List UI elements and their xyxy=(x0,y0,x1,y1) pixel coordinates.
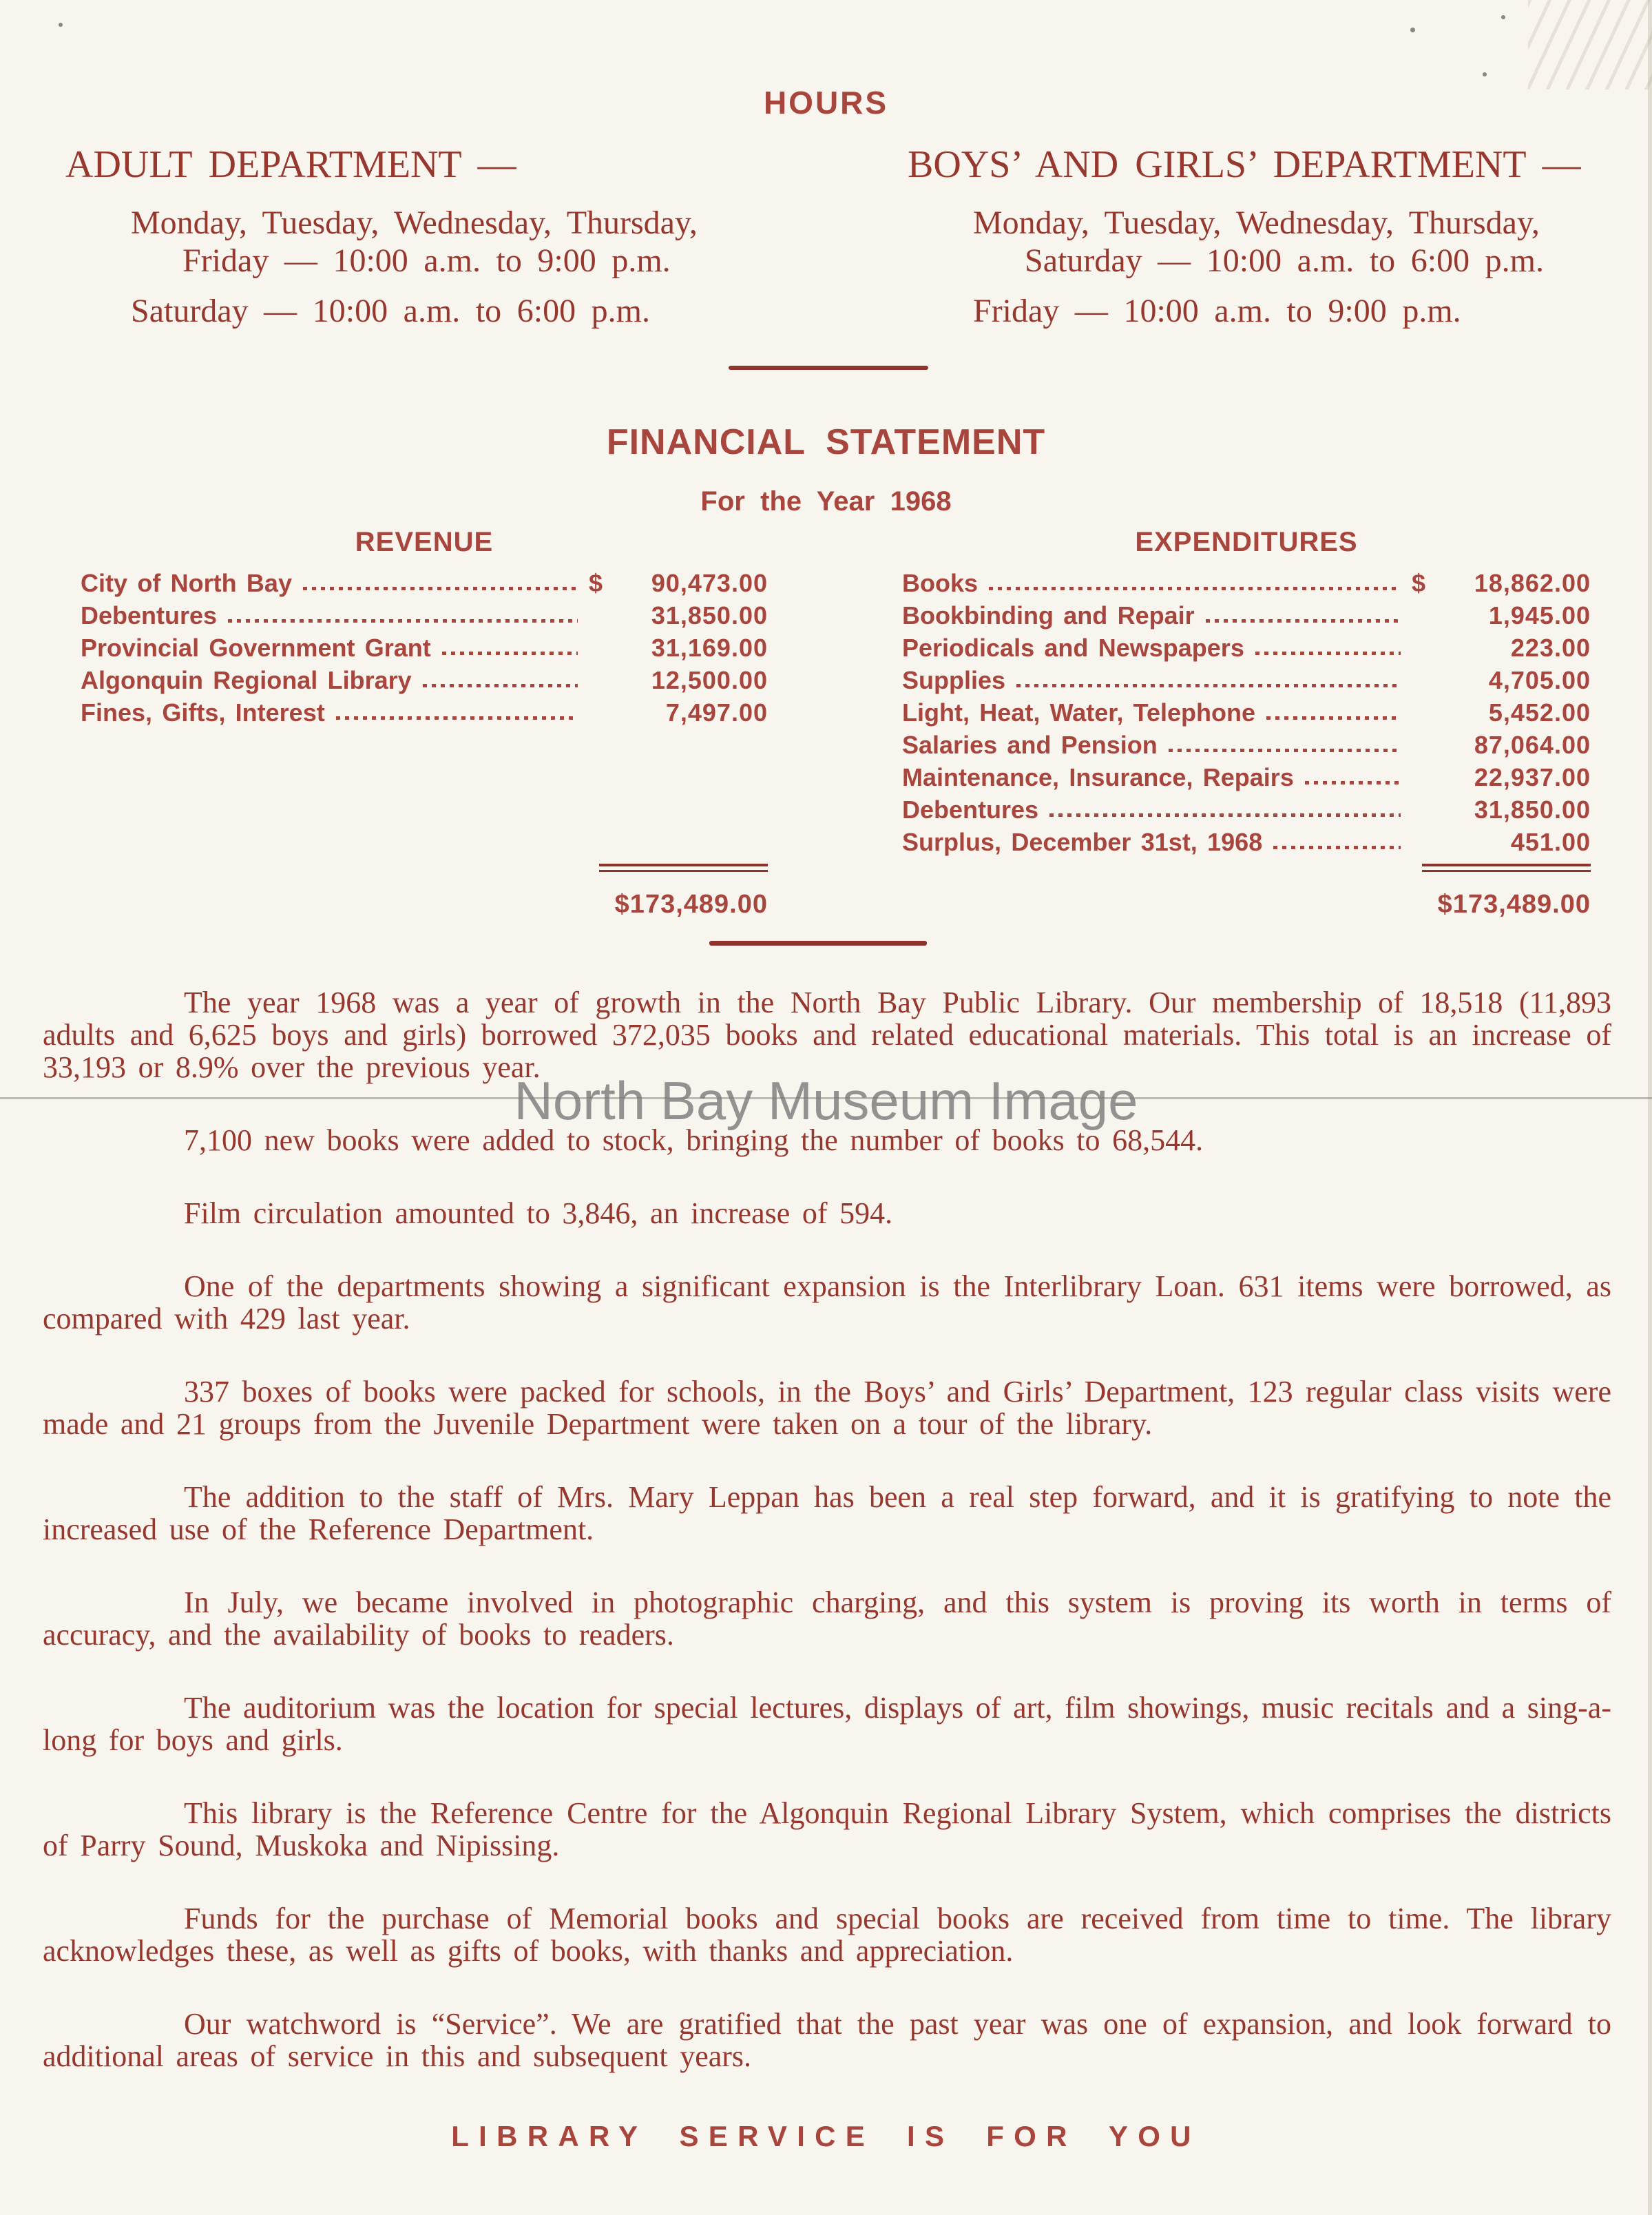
report-paragraph: Funds for the purchase of Memorial books and special books are received from time to time. The library acknowledges these, as well as gifts of books, with thanks and appreciation. xyxy=(43,1902,1611,1968)
row-label: Debentures xyxy=(902,795,1039,824)
total-rule xyxy=(1422,864,1591,872)
row-label: Fines, Gifts, Interest xyxy=(81,698,325,727)
row-amount: 5,452.00 xyxy=(1488,698,1591,727)
adult-department-heading: ADULT DEPARTMENT — xyxy=(65,143,516,186)
dotted-leader xyxy=(1273,846,1401,849)
expenditures-table xyxy=(902,525,1591,919)
revenue-table xyxy=(81,525,768,919)
financial-statement-subtitle: For the Year 1968 xyxy=(700,486,952,517)
currency-symbol: $ xyxy=(1412,569,1426,597)
row-amount: 4,705.00 xyxy=(1488,666,1591,694)
hours-line: Friday — 10:00 a.m. to 9:00 p.m. xyxy=(973,293,1461,329)
row-amount: 18,862.00 xyxy=(1474,569,1591,597)
financial-tables xyxy=(81,525,1591,919)
row-amount: 7,497.00 xyxy=(665,698,768,727)
scan-artifact xyxy=(1501,15,1505,19)
scan-artifact xyxy=(1528,0,1652,90)
expenditures-rows xyxy=(902,566,1591,858)
table-row xyxy=(81,599,768,631)
dotted-leader xyxy=(1305,781,1401,784)
dotted-leader xyxy=(1049,813,1401,817)
row-amount: 22,937.00 xyxy=(1474,763,1591,791)
dotted-leader xyxy=(336,716,578,720)
report-paragraph: The auditorium was the location for special lectures, displays of art, film showings, music recitals and a sing-a-long for boys and girls. xyxy=(43,1691,1611,1757)
report-paragraph: The year 1968 was a year of growth in the North Bay Public Library. Our membership of 18,518 (11,893 adults and 6,625 boys and girls) borrowed 372,035 books and related educational materials. This total is an increase of 33,193 or 8.9% over the previous year. xyxy=(43,986,1611,1084)
row-amount: 223.00 xyxy=(1510,634,1591,662)
dotted-leader xyxy=(989,587,1401,590)
table-row xyxy=(81,696,768,728)
table-row xyxy=(902,760,1591,793)
currency-symbol: $ xyxy=(589,569,603,597)
table-row xyxy=(902,696,1591,728)
dotted-leader xyxy=(1016,684,1401,687)
row-amount: 31,169.00 xyxy=(651,634,768,662)
row-amount: 451.00 xyxy=(1510,828,1591,856)
expenditures-heading: EXPENDITURES xyxy=(1135,527,1358,557)
section-divider xyxy=(729,366,928,370)
report-paragraph: One of the departments showing a significant expansion is the Interlibrary Loan. 631 items were borrowed, as compared with 429 last year. xyxy=(43,1269,1611,1335)
adult-department-hours xyxy=(65,143,850,330)
row-label: Salaries and Pension xyxy=(902,731,1158,759)
table-row xyxy=(81,631,768,663)
table-row xyxy=(902,728,1591,760)
boys-girls-department-hours xyxy=(908,143,1639,330)
dotted-leader xyxy=(423,684,578,687)
table-row xyxy=(902,566,1591,599)
row-label: Periodicals and Newspapers xyxy=(902,634,1244,662)
table-row xyxy=(902,825,1591,857)
row-label: Light, Heat, Water, Telephone xyxy=(902,698,1256,727)
revenue-heading: REVENUE xyxy=(355,527,494,557)
scan-artifact xyxy=(1410,28,1415,32)
expenditures-total: $173,489.00 xyxy=(1437,890,1591,919)
table-row xyxy=(902,631,1591,663)
scan-artifact xyxy=(1648,0,1652,2215)
row-label: Books xyxy=(902,569,979,597)
hours-line: Monday, Tuesday, Wednesday, Thursday, xyxy=(131,205,698,241)
report-paragraph: In July, we became involved in photographic charging, and this system is proving its worth in terms of accuracy, and the availability of books to readers. xyxy=(43,1585,1611,1652)
dotted-leader xyxy=(442,652,578,655)
scan-artifact xyxy=(59,23,63,27)
table-row xyxy=(81,566,768,599)
row-label: Algonquin Regional Library xyxy=(81,666,412,694)
section-divider xyxy=(709,941,927,946)
report-paragraph: 7,100 new books were added to stock, bringing the number of books to 68,544. xyxy=(184,1123,1204,1157)
dotted-leader xyxy=(1266,716,1401,720)
revenue-total: $173,489.00 xyxy=(614,890,768,919)
dotted-leader xyxy=(1255,652,1401,655)
table-row xyxy=(902,793,1591,825)
row-label: Debentures xyxy=(81,601,218,630)
dotted-leader xyxy=(228,619,578,623)
row-label: Maintenance, Insurance, Repairs xyxy=(902,763,1294,791)
row-label: Bookbinding and Repair xyxy=(902,601,1195,630)
boys-girls-department-heading: BOYS’ AND GIRLS’ DEPARTMENT — xyxy=(908,143,1581,186)
row-amount: 31,850.00 xyxy=(1474,795,1591,824)
table-row xyxy=(902,663,1591,696)
revenue-rows xyxy=(81,566,768,858)
report-paragraph: Film circulation amounted to 3,846, an increase of 594. xyxy=(184,1196,893,1230)
row-label: City of North Bay xyxy=(81,569,292,597)
dotted-leader xyxy=(303,587,578,590)
hours-line: Saturday — 10:00 a.m. to 6:00 p.m. xyxy=(1025,242,1544,279)
hours-section-title: HOURS xyxy=(763,85,889,121)
dotted-leader xyxy=(1169,749,1401,752)
table-row xyxy=(81,663,768,696)
row-amount: 1,945.00 xyxy=(1488,601,1591,630)
row-amount: 87,064.00 xyxy=(1474,731,1591,759)
report-paragraph: The addition to the staff of Mrs. Mary Leppan has been a real step forward, and it is gratifying to note the increased use of the Reference Department. xyxy=(43,1480,1611,1546)
row-amount: 90,473.00 xyxy=(651,569,768,597)
row-label: Surplus, December 31st, 1968 xyxy=(902,828,1263,856)
row-label: Provincial Government Grant xyxy=(81,634,431,662)
report-paragraph: Our watchword is “Service”. We are gratified that the past year was one of expansion, and look forward to additional areas of service in this and subsequent years. xyxy=(43,2007,1611,2073)
financial-statement-title: FINANCIAL STATEMENT xyxy=(606,422,1046,462)
row-amount: 12,500.00 xyxy=(651,666,768,694)
watermark-text: North Bay Museum Image xyxy=(514,1070,1138,1131)
hours-line: Monday, Tuesday, Wednesday, Thursday, xyxy=(973,205,1540,241)
row-label: Supplies xyxy=(902,666,1006,694)
table-row xyxy=(902,599,1591,631)
total-rule xyxy=(599,864,768,872)
report-paragraph: This library is the Reference Centre for the Algonquin Regional Library System, which comprises the districts of Parry Sound, Muskoka and Nipissing. xyxy=(43,1796,1611,1862)
report-paragraph: 337 boxes of books were packed for schools, in the Boys’ and Girls’ Department, 123 regular class visits were made and 21 groups from the Juvenile Department were taken on a tour of the library. xyxy=(43,1375,1611,1441)
hours-line: Saturday — 10:00 a.m. to 6:00 p.m. xyxy=(131,293,650,329)
row-amount: 31,850.00 xyxy=(651,601,768,630)
dotted-leader xyxy=(1206,619,1401,623)
annual-report-text xyxy=(43,986,1611,2072)
hours-line: Friday — 10:00 a.m. to 9:00 p.m. xyxy=(182,242,671,279)
footer-slogan: LIBRARY SERVICE IS FOR YOU xyxy=(451,2120,1201,2152)
scan-artifact xyxy=(1483,72,1487,76)
